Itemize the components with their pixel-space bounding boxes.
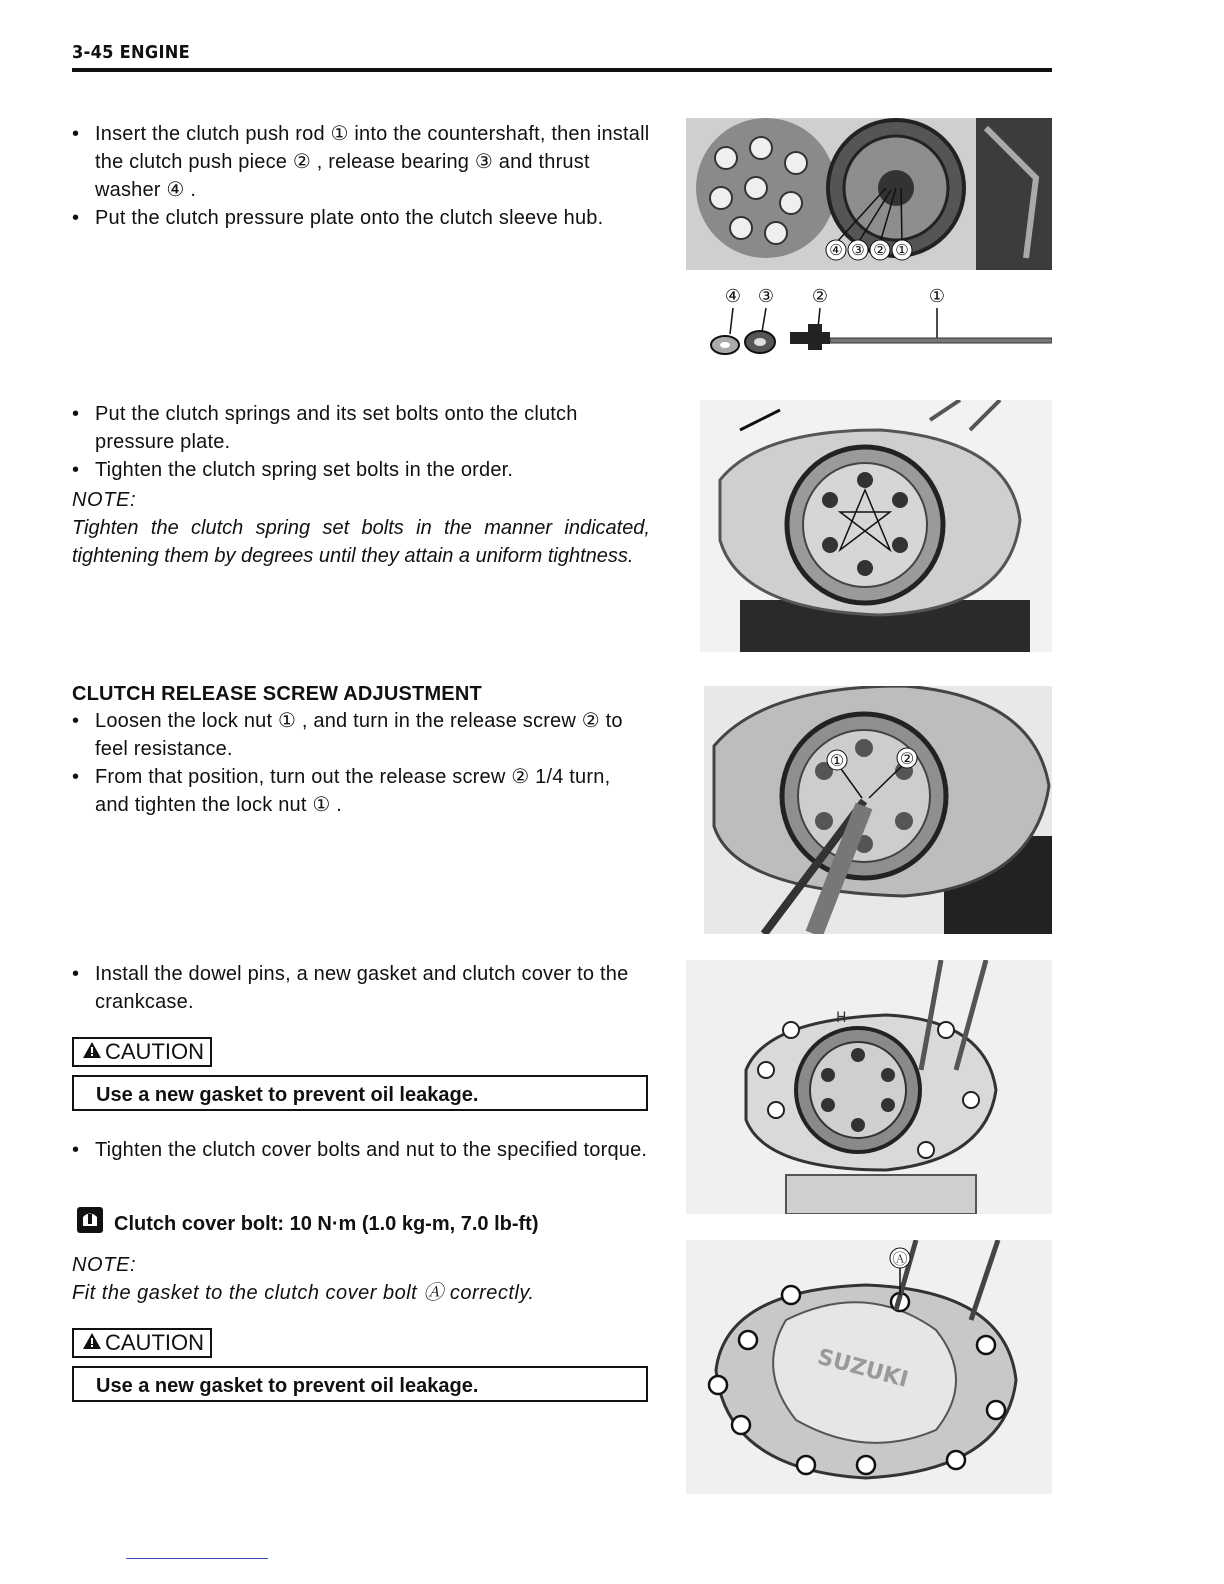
torque-spec [76, 1206, 539, 1242]
caution-box-1: Use a new gasket to prevent oil leakage. [72, 1075, 648, 1111]
figure-push-rod-parts [700, 282, 1052, 372]
note-label: NOTE: [72, 1254, 137, 1276]
bullet-clutch-springs: • Put the clutch springs and its set bolts onto the clutch pressure plate. [72, 400, 650, 456]
note-label: NOTE: [72, 489, 137, 511]
fig2-callout-2: ② [811, 286, 829, 307]
section-release-screw [72, 681, 650, 819]
caution-label: CAUTION [105, 1039, 204, 1064]
torque-value: Clutch cover bolt: 10 N·m (1.0 kg-m, 7.0 lb-ft) [114, 1213, 539, 1235]
fig1-callout-3: ③ [851, 241, 865, 259]
fig1-callout-2: ② [873, 241, 887, 259]
fig2-callout-3: ③ [757, 286, 775, 307]
figure-gasket-photo [686, 960, 1052, 1214]
fig4-callout-1: ① [829, 751, 845, 770]
warning-icon [82, 1330, 102, 1356]
fig1-callout-1: ① [895, 241, 909, 259]
footer-line [126, 1558, 268, 1559]
fig6-callout-a: Ⓐ [892, 1250, 908, 1268]
fig5-mark: H [836, 1010, 847, 1026]
torque-wrench-icon [76, 1206, 104, 1242]
section-push-rod [72, 120, 650, 232]
bullet-tighten-order: • Tighten the clutch spring set bolts in the order. [72, 456, 650, 484]
section-heading: CLUTCH RELEASE SCREW ADJUSTMENT [72, 683, 482, 705]
note-text: Fit the gasket to the clutch cover bolt Ⓐ correctly. [72, 1282, 535, 1304]
bullet-pressure-plate: • Put the clutch pressure plate onto the clutch sleeve hub. [72, 204, 650, 232]
bullet-install-cover: • Install the dowel pins, a new gasket and clutch cover to the crankcase. [72, 960, 650, 1016]
caution-tag-2 [72, 1328, 212, 1358]
bullet-push-rod: • Insert the clutch push rod ① into the countershaft, then install the clutch push piece ② , release bearing ③ and thrust washer ④ . [72, 120, 650, 204]
note-text: Tighten the clutch spring set bolts in the manner indicated, tightening them by degrees until they attain a uniform tightness. [72, 517, 650, 567]
header-rule [72, 68, 1052, 72]
fig6-brand: SUZUKI [814, 1344, 911, 1393]
bullet-loosen-lock-nut: • Loosen the lock nut ① , and turn in the release screw ② to feel resistance. [72, 707, 650, 763]
figure-clutch-springs-photo [700, 400, 1052, 652]
section-note-gasket [72, 1251, 650, 1307]
section-tighten-cover [72, 1136, 650, 1164]
fig1-callout-4: ④ [829, 241, 843, 259]
page-header-title: 3-45 ENGINE [72, 42, 191, 63]
caution-box-2: Use a new gasket to prevent oil leakage. [72, 1366, 648, 1402]
figure-clutch-assembly-photo [686, 118, 1052, 270]
caution-label: CAUTION [105, 1330, 204, 1355]
bullet-turn-out-screw: • From that position, turn out the release screw ② 1/4 turn, and tighten the lock nut ① . [72, 763, 650, 819]
caution-tag-1 [72, 1037, 212, 1067]
bullet-tighten-cover-bolts: • Tighten the clutch cover bolts and nut to the specified torque. [72, 1136, 650, 1164]
section-clutch-springs [72, 400, 650, 570]
section-clutch-cover [72, 960, 650, 1016]
fig2-callout-1: ① [928, 286, 946, 307]
fig4-callout-2: ② [899, 749, 915, 768]
warning-icon [82, 1039, 102, 1065]
fig2-callout-4: ④ [724, 286, 742, 307]
figure-clutch-cover-photo [686, 1240, 1052, 1494]
figure-release-screw-photo [704, 686, 1052, 934]
